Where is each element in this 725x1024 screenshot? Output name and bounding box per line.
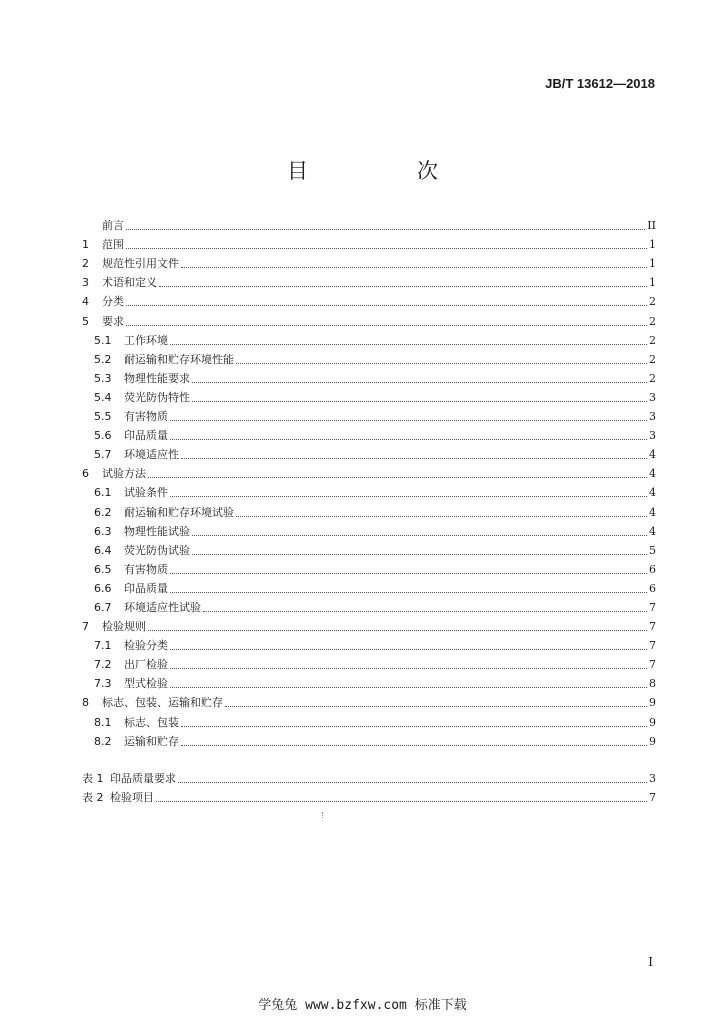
- toc-entry-page-number: 4: [649, 524, 656, 538]
- toc-entry-label: 耐运输和贮存环境试验: [124, 505, 234, 519]
- toc-entry-number: 3: [82, 276, 89, 290]
- toc-entry-leader: [170, 344, 647, 345]
- toc-entry-leader: [192, 401, 647, 402]
- toc-entry-number: 8: [82, 696, 89, 710]
- toc-entry-row[interactable]: [82, 691, 656, 710]
- toc-entry-label: 印品质量: [124, 429, 168, 443]
- toc-entry-row[interactable]: [82, 615, 656, 634]
- toc-entry-number: 7.1: [94, 639, 112, 653]
- footer-watermark: 学兔兔 www.bzfxw.com 标准下载: [258, 998, 467, 1013]
- toc-entry-leader: [203, 611, 647, 612]
- toc-entry-label: 要求: [102, 314, 124, 328]
- toc-table-entry-label: 检验项目: [110, 790, 154, 804]
- toc-entry-leader: [225, 706, 647, 707]
- toc-entry-number: 6.6: [94, 581, 112, 595]
- toc-entry-page-number: 4: [649, 486, 656, 500]
- scan-speck: [322, 812, 324, 818]
- toc-entry-label: 环境适应性试验: [124, 600, 201, 614]
- toc-entry-label: 试验条件: [124, 486, 168, 500]
- toc-entry-row[interactable]: [82, 290, 656, 309]
- toc-entry-page-number: 2: [649, 371, 656, 385]
- toc-entry-label: 荧光防伪试验: [124, 543, 190, 557]
- toc-entry-label: 荧光防伪特性: [124, 390, 190, 404]
- toc-entry-row[interactable]: [82, 233, 656, 252]
- toc-entry-row[interactable]: [82, 309, 656, 328]
- toc-entry-page-number: 6: [649, 581, 656, 595]
- toc-entry-row[interactable]: [82, 653, 656, 672]
- toc-entry-page-number: 1: [649, 238, 656, 252]
- toc-entry-row[interactable]: [82, 443, 656, 462]
- toc-entry-leader: [126, 248, 647, 249]
- toc-entry-label: 有害物质: [124, 410, 168, 424]
- document-code: JB/T 13612—2018: [545, 76, 655, 91]
- toc-entry-number: 6.1: [94, 486, 112, 500]
- toc-entry-number: 8.2: [94, 734, 112, 748]
- toc-entry-label: 物理性能试验: [124, 524, 190, 538]
- toc-entry-row[interactable]: [82, 386, 656, 405]
- toc-entry-number: 5.7: [94, 448, 112, 462]
- table-of-contents: [82, 214, 656, 805]
- toc-entry-number: 6.2: [94, 505, 112, 519]
- toc-entry-label: 标志、包装、运输和贮存: [102, 696, 223, 710]
- toc-entry-label: 前言: [102, 219, 124, 233]
- toc-entry-row[interactable]: [82, 596, 656, 615]
- toc-entry-page-number: 1: [649, 276, 656, 290]
- toc-entry-number: 6.5: [94, 562, 112, 576]
- toc-table-entry-leader: [178, 782, 647, 783]
- toc-entry-number: 7.3: [94, 677, 112, 691]
- toc-entry-leader: [159, 286, 647, 287]
- toc-table-entry-number: 表 2: [82, 790, 104, 804]
- toc-entry-page-number: 7: [649, 600, 656, 614]
- toc-entry-row[interactable]: [82, 424, 656, 443]
- toc-table-entry-row[interactable]: [82, 767, 656, 786]
- toc-entry-leader: [170, 687, 647, 688]
- toc-entry-leader: [236, 516, 647, 517]
- toc-entry-page-number: 4: [649, 448, 656, 462]
- toc-entry-row[interactable]: [82, 634, 656, 653]
- toc-entry-number: 5: [82, 314, 89, 328]
- toc-entry-label: 标志、包装: [124, 715, 179, 729]
- toc-entry-number: 6.3: [94, 524, 112, 538]
- toc-table-entry-number: 表 1: [82, 771, 104, 785]
- toc-entry-row[interactable]: [82, 367, 656, 386]
- page-number: I: [648, 955, 653, 969]
- toc-entry-label: 出厂检验: [124, 658, 168, 672]
- toc-entry-number: 5.5: [94, 410, 112, 424]
- toc-entry-label: 术语和定义: [102, 276, 157, 290]
- toc-entry-leader: [126, 305, 647, 306]
- toc-entry-number: 1: [82, 238, 89, 252]
- toc-entry-label: 运输和贮存: [124, 734, 179, 748]
- toc-entry-leader: [181, 745, 647, 746]
- toc-entry-row[interactable]: [82, 481, 656, 500]
- toc-entry-label: 检验规则: [102, 620, 146, 634]
- toc-entry-row[interactable]: [82, 672, 656, 691]
- toc-entry-label: 物理性能要求: [124, 371, 190, 385]
- toc-entry-page-number: II: [647, 219, 656, 233]
- toc-entry-number: 5.2: [94, 352, 112, 366]
- toc-entry-page-number: 5: [649, 543, 656, 557]
- toc-entry-page-number: 1: [649, 257, 656, 271]
- toc-entry-row[interactable]: [82, 329, 656, 348]
- toc-entry-leader: [170, 439, 647, 440]
- toc-entry-label: 检验分类: [124, 639, 168, 653]
- toc-entry-label: 有害物质: [124, 562, 168, 576]
- toc-entry-number: 6.4: [94, 543, 112, 557]
- toc-entry-leader: [170, 420, 647, 421]
- toc-entry-number: 6: [82, 467, 89, 481]
- toc-entry-number: 5.1: [94, 333, 112, 347]
- toc-entry-page-number: 7: [649, 658, 656, 672]
- toc-gap: [82, 749, 656, 767]
- toc-entry-row[interactable]: [82, 500, 656, 519]
- toc-entry-leader: [236, 363, 647, 364]
- toc-entries: [82, 214, 656, 749]
- toc-entry-page-number: 7: [649, 620, 656, 634]
- toc-entry-label: 环境适应性: [124, 448, 179, 462]
- toc-entry-row[interactable]: [82, 214, 656, 233]
- toc-entry-label: 试验方法: [102, 467, 146, 481]
- toc-entry-page-number: 8: [649, 677, 656, 691]
- toc-entry-row[interactable]: [82, 577, 656, 596]
- toc-entry-number: 5.4: [94, 390, 112, 404]
- toc-entry-leader: [181, 726, 647, 727]
- toc-entry-page-number: 9: [649, 715, 656, 729]
- toc-entry-number: 7: [82, 620, 89, 634]
- toc-entry-page-number: 3: [649, 410, 656, 424]
- toc-entry-leader: [192, 535, 647, 536]
- toc-entry-row[interactable]: [82, 558, 656, 577]
- toc-entry-row[interactable]: [82, 520, 656, 539]
- toc-entry-leader: [170, 668, 647, 669]
- toc-entry-leader: [170, 496, 647, 497]
- toc-entry-leader: [126, 229, 645, 230]
- toc-entry-label: 耐运输和贮存环境性能: [124, 352, 234, 366]
- toc-entry-number: 8.1: [94, 715, 112, 729]
- toc-entry-row[interactable]: [82, 710, 656, 729]
- toc-entry-page-number: 2: [649, 295, 656, 309]
- toc-entry-row[interactable]: [82, 252, 656, 271]
- page-title: 目 次: [287, 159, 482, 183]
- toc-table-list: [82, 767, 656, 805]
- toc-entry-leader: [181, 458, 647, 459]
- toc-entry-row[interactable]: [82, 405, 656, 424]
- toc-entry-page-number: 4: [649, 467, 656, 481]
- toc-entry-leader: [170, 573, 647, 574]
- toc-entry-label: 印品质量: [124, 581, 168, 595]
- toc-entry-number: 7.2: [94, 658, 112, 672]
- toc-entry-row[interactable]: [82, 271, 656, 290]
- toc-entry-page-number: 3: [649, 390, 656, 404]
- toc-entry-page-number: 4: [649, 505, 656, 519]
- toc-entry-leader: [170, 649, 647, 650]
- toc-entry-label: 工作环境: [124, 333, 168, 347]
- toc-entry-page-number: 6: [649, 562, 656, 576]
- toc-entry-row[interactable]: [82, 348, 656, 367]
- toc-entry-page-number: 9: [649, 734, 656, 748]
- toc-entry-number: 5.3: [94, 371, 112, 385]
- toc-entry-leader: [192, 554, 647, 555]
- toc-entry-label: 分类: [102, 295, 124, 309]
- toc-entry-label: 规范性引用文件: [102, 257, 179, 271]
- toc-entry-page-number: 2: [649, 314, 656, 328]
- toc-entry-page-number: 9: [649, 696, 656, 710]
- toc-entry-row[interactable]: [82, 539, 656, 558]
- toc-entry-page-number: 3: [649, 429, 656, 443]
- toc-entry-label: 范围: [102, 238, 124, 252]
- toc-entry-page-number: 2: [649, 352, 656, 366]
- toc-table-entry-label: 印品质量要求: [110, 771, 176, 785]
- toc-entry-page-number: 7: [649, 639, 656, 653]
- toc-entry-number: 6.7: [94, 600, 112, 614]
- toc-entry-page-number: 2: [649, 333, 656, 347]
- toc-entry-label: 型式检验: [124, 677, 168, 691]
- toc-entry-leader: [148, 477, 647, 478]
- toc-table-entry-page-number: 7: [649, 790, 656, 804]
- toc-entry-number: 5.6: [94, 429, 112, 443]
- toc-entry-row[interactable]: [82, 462, 656, 481]
- toc-entry-number: 4: [82, 295, 89, 309]
- toc-entry-leader: [192, 382, 647, 383]
- toc-entry-leader: [126, 325, 647, 326]
- toc-table-entry-leader: [156, 801, 647, 802]
- toc-table-entry-page-number: 3: [649, 771, 656, 785]
- toc-entry-row[interactable]: [82, 730, 656, 749]
- toc-entry-leader: [148, 630, 647, 631]
- toc-entry-leader: [181, 267, 647, 268]
- toc-entry-number: 2: [82, 257, 89, 271]
- toc-entry-leader: [170, 592, 647, 593]
- toc-table-entry-row[interactable]: [82, 786, 656, 805]
